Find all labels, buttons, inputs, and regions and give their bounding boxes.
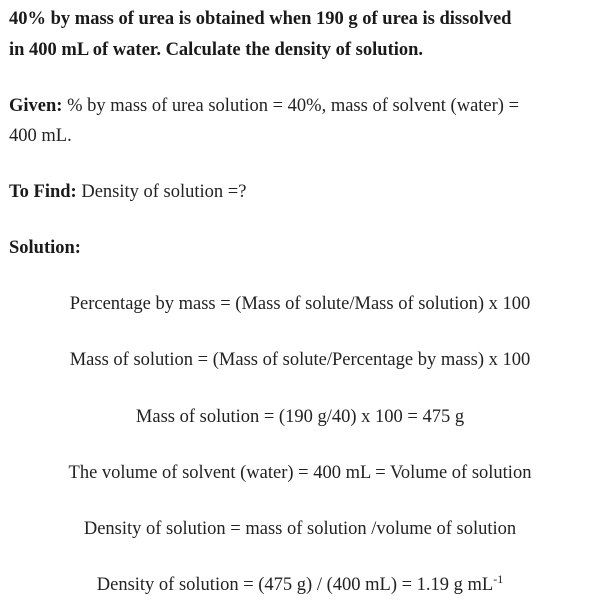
given-text: % by mass of urea solution = 40%, mass of solvent (water) = (62, 96, 520, 116)
given-label: Given: (9, 96, 63, 116)
question-line-1: 40% by mass of urea is obtained when 190 g of urea is dissolved (9, 9, 512, 29)
solution-step-volume: The volume of solvent (water) = 400 mL = Volume of solution (68, 463, 532, 483)
question-line-2: in 400 mL of water. Calculate the density of solution. (9, 40, 424, 60)
solution-step-mass-value: Mass of solution = (190 g/40) x 100 = 475 g (135, 407, 465, 427)
solution-label: Solution: (9, 238, 81, 258)
solution-step-density-formula: Density of solution = mass of solution /volume of solution (83, 519, 517, 539)
to-find-line (9, 181, 246, 203)
density-result-text: Density of solution = (475 g) / (400 mL) = 1.19 g mL (96, 575, 494, 595)
solution-step-density-value (0, 574, 600, 596)
solution-step-mass-formula: Mass of solution = (Mass of solute/Percentage by mass) x 100 (69, 350, 531, 370)
given-line-1 (9, 95, 519, 117)
given-line-2: 400 mL. (9, 126, 72, 146)
solution-step-percentage: Percentage by mass = (Mass of solute/Mass of solution) x 100 (69, 294, 531, 314)
to-find-label: To Find: (9, 182, 77, 202)
to-find-text: Density of solution =? (76, 182, 247, 202)
density-unit-exponent: -1 (493, 572, 504, 586)
